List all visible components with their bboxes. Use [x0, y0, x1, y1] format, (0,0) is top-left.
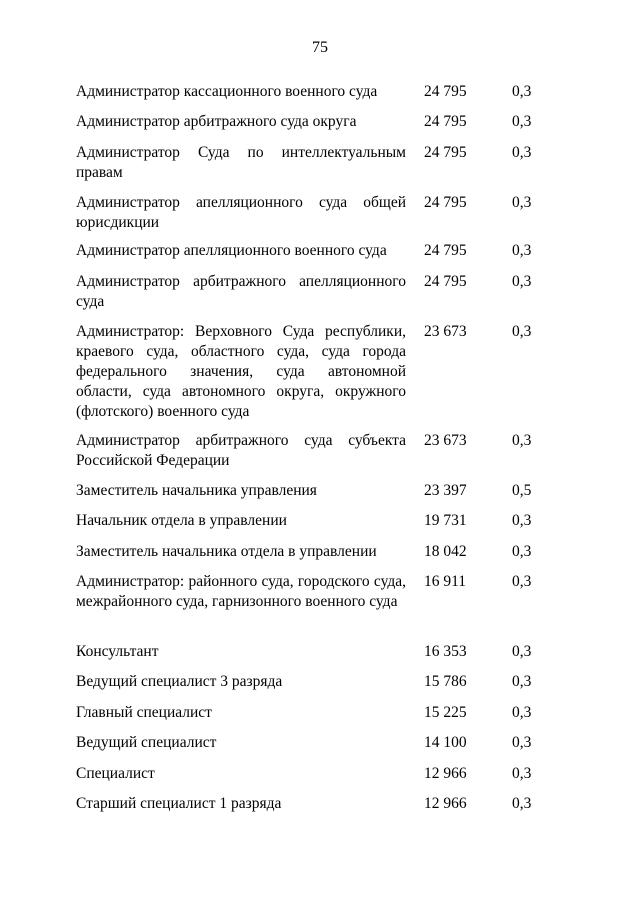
position-title: Заместитель начальника отдела в управлении [76, 543, 377, 560]
table-row [0, 572, 640, 642]
position-table [0, 82, 640, 824]
table-row [0, 794, 640, 824]
coefficient-value: 0,3 [512, 242, 532, 259]
position-title: Ведущий специалист [76, 734, 217, 751]
salary-value: 16 353 [424, 643, 467, 660]
coefficient-value: 0,3 [512, 543, 532, 560]
table-row [0, 82, 640, 112]
table-row [0, 431, 640, 481]
table-row [0, 703, 640, 733]
coefficient-value: 0,3 [512, 673, 532, 690]
coefficient-value: 0,3 [512, 643, 532, 660]
position-title: Администратор апелляционного суда общей юрисдикции [76, 194, 406, 231]
salary-value: 15 786 [424, 673, 467, 690]
salary-value: 24 795 [424, 83, 467, 100]
position-title: Администратор апелляционного военного суда [76, 242, 387, 259]
page-number: 75 [312, 39, 328, 56]
table-row [0, 322, 640, 431]
position-title: Заместитель начальника управления [76, 482, 317, 499]
table-row [0, 241, 640, 272]
position-title: Администратор: Верховного Суда республики, краевого суда, областного суда, суда города федерального значения, суда автономной области, суда автономного округа, окружного (флотского) военного суда [76, 323, 406, 420]
salary-value: 23 673 [424, 323, 467, 340]
salary-value: 16 911 [424, 573, 467, 590]
coefficient-value: 0,3 [512, 323, 532, 340]
salary-value: 24 795 [424, 242, 467, 259]
coefficient-value: 0,3 [512, 704, 532, 721]
salary-value: 14 100 [424, 734, 467, 751]
coefficient-value: 0,3 [512, 734, 532, 751]
salary-value: 23 673 [424, 432, 467, 449]
coefficient-value: 0,3 [512, 432, 532, 449]
salary-value: 19 731 [424, 512, 467, 529]
salary-value: 12 966 [424, 795, 467, 812]
coefficient-value: 0,3 [512, 795, 532, 812]
position-title: Главный специалист [76, 704, 212, 721]
salary-value: 24 795 [424, 194, 467, 211]
table-row [0, 193, 640, 241]
position-title: Администратор арбитражного суда субъекта Российской Федерации [76, 432, 406, 469]
table-row [0, 143, 640, 193]
table-row [0, 764, 640, 794]
position-title: Специалист [76, 765, 155, 782]
salary-value: 12 966 [424, 765, 467, 782]
position-title: Старший специалист 1 разряда [76, 795, 282, 812]
position-title: Ведущий специалист 3 разряда [76, 673, 283, 690]
table-row [0, 733, 640, 764]
coefficient-value: 0,3 [512, 83, 532, 100]
salary-value: 24 795 [424, 113, 467, 130]
position-title: Начальник отдела в управлении [76, 512, 287, 529]
position-title: Администратор арбитражного суда округа [76, 113, 357, 130]
table-row [0, 542, 640, 572]
coefficient-value: 0,5 [512, 482, 532, 499]
coefficient-value: 0,3 [512, 144, 532, 161]
salary-value: 18 042 [424, 543, 467, 560]
position-title: Консультант [76, 643, 159, 660]
table-row [0, 112, 640, 143]
table-row [0, 672, 640, 703]
table-row [0, 642, 640, 672]
salary-value: 23 397 [424, 482, 467, 499]
table-row [0, 481, 640, 511]
coefficient-value: 0,3 [512, 765, 532, 782]
coefficient-value: 0,3 [512, 512, 532, 529]
coefficient-value: 0,3 [512, 113, 532, 130]
position-title: Администратор арбитражного апелляционного суда [76, 273, 406, 310]
table-row [0, 272, 640, 322]
salary-value: 15 225 [424, 704, 467, 721]
salary-value: 24 795 [424, 144, 467, 161]
position-title: Администратор: районного суда, городского суда, межрайонного суда, гарнизонного военного суда [76, 573, 406, 610]
table-row [0, 511, 640, 542]
salary-value: 24 795 [424, 273, 467, 290]
coefficient-value: 0,3 [512, 194, 532, 211]
coefficient-value: 0,3 [512, 273, 532, 290]
coefficient-value: 0,3 [512, 573, 532, 590]
position-title: Администратор Суда по интеллектуальным правам [76, 144, 406, 181]
position-title: Администратор кассационного военного суда [76, 83, 378, 100]
